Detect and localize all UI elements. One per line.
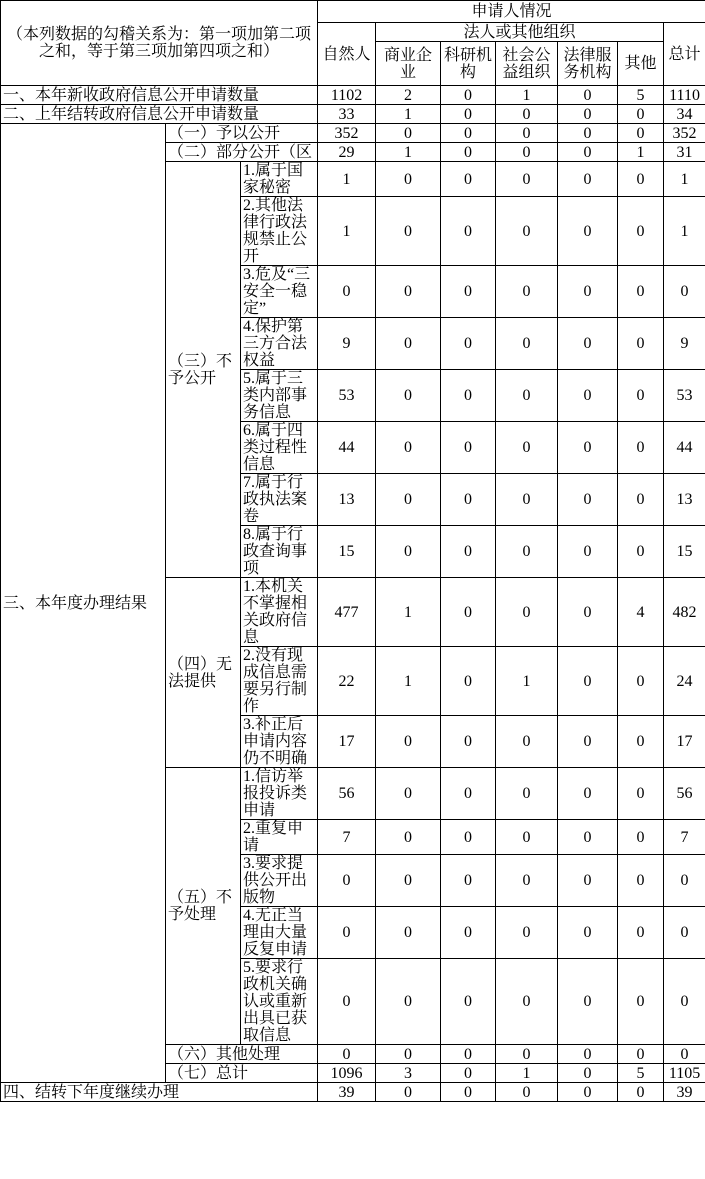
value-cell: 0 [441,105,496,124]
value-cell: 0 [496,1083,558,1102]
col-header-legal-or-other-group: 法人或其他组织 [376,23,664,42]
value-cell: 0 [441,768,496,820]
value-cell: 22 [318,647,376,716]
value-cell: 0 [376,959,441,1045]
value-cell: 1 [496,647,558,716]
value-cell: 0 [618,162,664,197]
value-cell: 0 [376,1045,441,1064]
value-cell: 0 [441,578,496,647]
value-cell: 0 [376,907,441,959]
value-cell: 0 [376,768,441,820]
value-cell: 0 [558,86,618,105]
value-cell: 15 [318,526,376,578]
value-cell: 0 [618,105,664,124]
table-row-carried-over [1,105,705,124]
col-header-public-welfare-org: 社会公益组织 [496,42,558,86]
value-cell: 0 [558,266,618,318]
row-label: 4.无正当理由大量反复申请 [241,907,318,959]
value-cell: 0 [558,820,618,855]
value-cell: 0 [618,907,664,959]
value-cell: 1 [376,647,441,716]
value-cell: 0 [441,526,496,578]
value-cell: 0 [558,370,618,422]
value-cell: 0 [618,647,664,716]
row-label: 四、结转下年度继续办理 [1,1083,318,1102]
row-label: 2.重复申请 [241,820,318,855]
value-cell: 1 [496,86,558,105]
value-cell: 53 [664,370,705,422]
value-cell: 0 [618,422,664,474]
value-cell: 33 [318,105,376,124]
value-cell: 0 [618,266,664,318]
row-label: （七）总计 [166,1064,318,1083]
value-cell: 0 [618,1045,664,1064]
reconciliation-note: （本列数据的勾稽关系为：第一项加第二项之和，等于第三项加第四项之和） [1,1,318,86]
row-label: 2.其他法律行政法规禁止公开 [241,197,318,266]
value-cell: 0 [558,1064,618,1083]
value-cell: 1105 [664,1064,705,1083]
value-cell: 0 [618,855,664,907]
value-cell: 0 [496,820,558,855]
value-cell: 0 [318,1045,376,1064]
value-cell: 39 [664,1083,705,1102]
row-label: 1.属于国家秘密 [241,162,318,197]
value-cell: 4 [618,578,664,647]
row-label: 5.属于三类内部事务信息 [241,370,318,422]
value-cell: 352 [664,124,705,143]
value-cell: 0 [664,855,705,907]
value-cell: 1 [376,578,441,647]
value-cell: 0 [558,422,618,474]
row-label: 7.属于行政执法案卷 [241,474,318,526]
value-cell: 0 [376,716,441,768]
value-cell: 0 [558,716,618,768]
value-cell: 0 [376,855,441,907]
value-cell: 0 [618,716,664,768]
value-cell: 0 [496,124,558,143]
value-cell: 2 [376,86,441,105]
row-label: 2.没有现成信息需要另行制作 [241,647,318,716]
value-cell: 44 [664,422,705,474]
col-header-total: 总计 [664,23,705,86]
value-cell: 0 [496,370,558,422]
value-cell: 0 [496,1045,558,1064]
value-cell: 0 [558,855,618,907]
value-cell: 0 [558,197,618,266]
row-label: 3.危及“三安全一稳定” [241,266,318,318]
value-cell: 477 [318,578,376,647]
value-cell: 0 [496,143,558,162]
value-cell: 0 [441,266,496,318]
value-cell: 0 [376,526,441,578]
row-label: 1.本机关不掌握相关政府信息 [241,578,318,647]
value-cell: 1 [664,197,705,266]
value-cell: 1102 [318,86,376,105]
value-cell: 0 [664,907,705,959]
row-label: 一、本年新收政府信息公开申请数量 [1,86,318,105]
value-cell: 0 [376,197,441,266]
value-cell: 0 [376,1083,441,1102]
value-cell: 0 [618,526,664,578]
value-cell: 0 [441,647,496,716]
value-cell: 0 [558,474,618,526]
value-cell: 0 [558,1045,618,1064]
value-cell: 0 [496,266,558,318]
value-cell: 1 [376,105,441,124]
value-cell: 1110 [664,86,705,105]
row-label: （一）予以公开 [166,124,318,143]
value-cell: 9 [318,318,376,370]
row-label: 5.要求行政机关确认或重新出具已获取信息 [241,959,318,1045]
value-cell: 56 [664,768,705,820]
value-cell: 0 [558,907,618,959]
table-row-new-applications [1,86,705,105]
value-cell: 13 [664,474,705,526]
value-cell: 0 [618,959,664,1045]
row-label: 8.属于行政查询事项 [241,526,318,578]
value-cell: 1 [618,143,664,162]
value-cell: 0 [496,162,558,197]
value-cell: 0 [376,422,441,474]
value-cell: 0 [558,1083,618,1102]
value-cell: 0 [618,124,664,143]
value-cell: 0 [376,820,441,855]
value-cell: 5 [618,1064,664,1083]
value-cell: 482 [664,578,705,647]
value-cell: 0 [496,422,558,474]
value-cell: 0 [318,959,376,1045]
value-cell: 0 [496,474,558,526]
value-cell: 24 [664,647,705,716]
row-label: （二）部分公开（区 [166,143,318,162]
value-cell: 0 [618,474,664,526]
col-header-commercial-enterprise: 商业企业 [376,42,441,86]
col-header-research-institution: 科研机构 [441,42,496,86]
value-cell: 0 [376,124,441,143]
value-cell: 0 [618,370,664,422]
value-cell: 5 [618,86,664,105]
value-cell: 0 [441,318,496,370]
value-cell: 0 [618,1083,664,1102]
value-cell: 0 [376,162,441,197]
value-cell: 0 [318,266,376,318]
section-label-results: 三、本年度办理结果 [1,124,166,1083]
value-cell: 0 [441,143,496,162]
col-header-legal-service-org: 法律服务机构 [558,42,618,86]
value-cell: 0 [496,578,558,647]
value-cell: 0 [496,768,558,820]
value-cell: 31 [664,143,705,162]
value-cell: 0 [558,768,618,820]
value-cell: 13 [318,474,376,526]
value-cell: 1096 [318,1064,376,1083]
value-cell: 0 [558,526,618,578]
value-cell: 0 [618,820,664,855]
col-header-natural-person: 自然人 [318,23,376,86]
value-cell: 0 [558,318,618,370]
value-cell: 9 [664,318,705,370]
value-cell: 3 [376,1064,441,1083]
value-cell: 0 [496,907,558,959]
value-cell: 1 [376,143,441,162]
value-cell: 53 [318,370,376,422]
col-header-other: 其他 [618,42,664,86]
value-cell: 0 [441,86,496,105]
value-cell: 0 [318,855,376,907]
group-label-not-disclosed: （三）不予公开 [166,162,241,578]
value-cell: 0 [318,907,376,959]
value-cell: 17 [664,716,705,768]
value-cell: 0 [376,474,441,526]
value-cell: 1 [664,162,705,197]
value-cell: 0 [441,716,496,768]
value-cell: 0 [441,820,496,855]
row-label: 3.要求提供公开出版物 [241,855,318,907]
group-label-unable-to-provide: （四）无法提供 [166,578,241,768]
value-cell: 29 [318,143,376,162]
value-cell: 0 [558,162,618,197]
value-cell: 0 [441,370,496,422]
value-cell: 0 [376,370,441,422]
value-cell: 0 [618,768,664,820]
value-cell: 1 [318,197,376,266]
value-cell: 0 [496,526,558,578]
value-cell: 0 [558,959,618,1045]
value-cell: 7 [664,820,705,855]
value-cell: 1 [496,1064,558,1083]
value-cell: 0 [496,318,558,370]
value-cell: 0 [441,1045,496,1064]
value-cell: 0 [558,124,618,143]
value-cell: 0 [441,124,496,143]
value-cell: 0 [496,105,558,124]
col-header-applicant-group: 申请人情况 [318,1,705,23]
value-cell: 0 [496,716,558,768]
value-cell: 0 [618,318,664,370]
value-cell: 34 [664,105,705,124]
value-cell: 44 [318,422,376,474]
row-label: 1.信访举报投诉类申请 [241,768,318,820]
table-row-carry-to-next-year [1,1083,705,1102]
value-cell: 17 [318,716,376,768]
value-cell: 0 [558,143,618,162]
value-cell: 0 [441,162,496,197]
row-label: 二、上年结转政府信息公开申请数量 [1,105,318,124]
value-cell: 0 [558,105,618,124]
value-cell: 0 [441,1083,496,1102]
value-cell: 0 [664,266,705,318]
value-cell: 0 [441,959,496,1045]
value-cell: 0 [664,959,705,1045]
value-cell: 39 [318,1083,376,1102]
value-cell: 0 [558,647,618,716]
value-cell: 0 [441,855,496,907]
value-cell: 0 [496,855,558,907]
value-cell: 0 [376,318,441,370]
value-cell: 0 [376,266,441,318]
value-cell: 0 [441,474,496,526]
value-cell: 0 [558,578,618,647]
group-label-not-processed: （五）不予处理 [166,768,241,1045]
value-cell: 0 [441,422,496,474]
value-cell: 15 [664,526,705,578]
row-label: 3.补正后申请内容仍不明确 [241,716,318,768]
row-label: （六）其他处理 [166,1045,318,1064]
value-cell: 352 [318,124,376,143]
value-cell: 0 [496,959,558,1045]
value-cell: 0 [664,1045,705,1064]
row-label: 6.属于四类过程性信息 [241,422,318,474]
value-cell: 0 [618,197,664,266]
value-cell: 1 [318,162,376,197]
value-cell: 0 [441,1064,496,1083]
value-cell: 56 [318,768,376,820]
value-cell: 0 [441,907,496,959]
table-row-disclosed [1,124,705,143]
value-cell: 7 [318,820,376,855]
value-cell: 0 [441,197,496,266]
value-cell: 0 [496,197,558,266]
row-label: 4.保护第三方合法权益 [241,318,318,370]
